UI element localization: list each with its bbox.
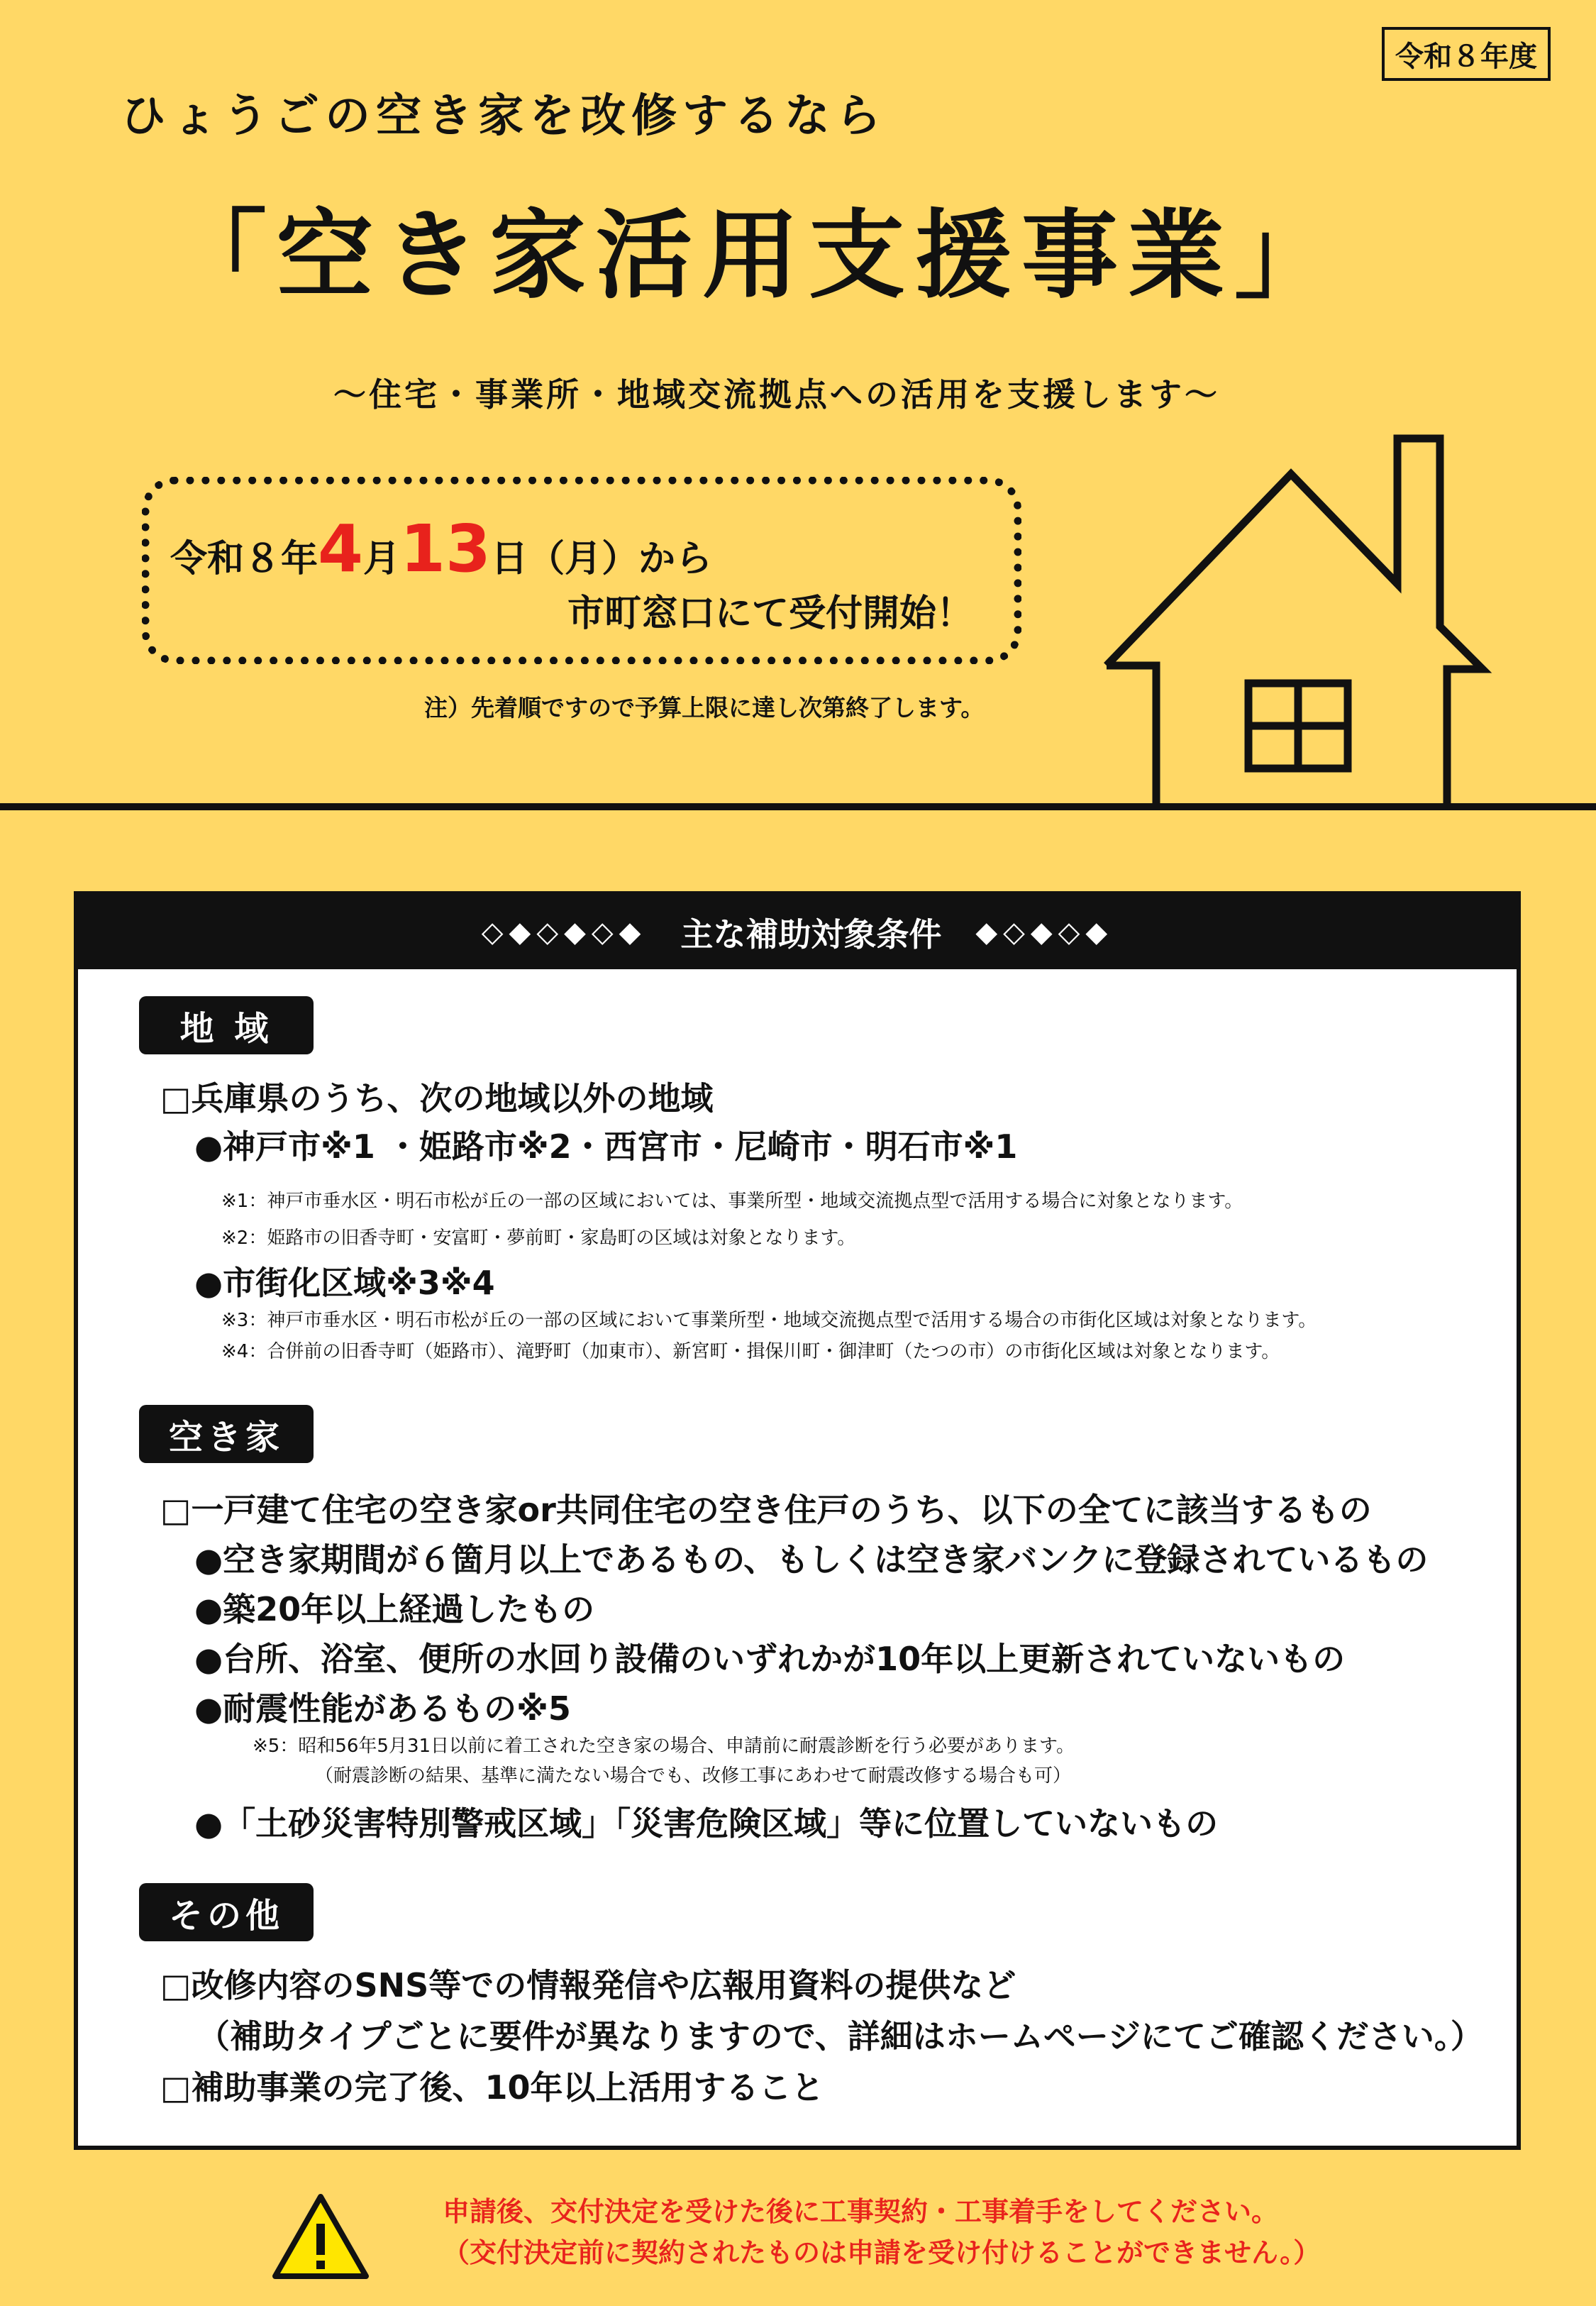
- vacant-condition: ●耐震性能があるもの※5: [194, 1689, 571, 1728]
- house-icon: [1078, 424, 1518, 807]
- other-line-3: □補助事業の完了後、10年以上活用すること: [160, 2068, 824, 2107]
- date-month-unit: 月: [363, 538, 401, 580]
- panel-header: [78, 895, 1517, 969]
- vacant-intro: □一戸建て住宅の空き家or共同住宅の空き住戸のうち、以下の全てに該当するもの: [160, 1491, 1372, 1529]
- warning-line-2: （交付決定前に契約されたものは申請を受け付けることができません。）: [443, 2237, 1321, 2268]
- page-title: [170, 177, 1341, 316]
- vacant-note-5: ※5：昭和56年5月31日以前に着工された空き家の場合、申請前に耐震診断を行う必要があります。: [253, 1736, 1075, 1757]
- tagline: ～住宅・事業所・地域交流拠点への活用を支援します～: [333, 375, 1220, 414]
- region-urban: ●市街化区域※3※4: [194, 1264, 495, 1302]
- warning-text: [443, 2191, 1320, 2273]
- panel-title: 主な補助対象条件: [680, 915, 942, 954]
- region-note-2: ※2：姫路市の旧香寺町・安富町・夢前町・家島町の区域は対象となります。: [221, 1228, 856, 1249]
- vacant-condition: ●空き家期間が６箇月以上であるもの、もしくは空き家バンクに登録されているもの: [194, 1540, 1429, 1579]
- date-month: 4: [318, 511, 364, 587]
- date-day: 13: [400, 511, 492, 587]
- diamond-ornament-right: ◆◇◆◇◆: [975, 916, 1114, 949]
- vacant-condition: ●築20年以上経過したもの: [194, 1590, 595, 1628]
- budget-note: 注）先着順ですので予算上限に達し次第終了します。: [424, 694, 985, 722]
- region-cities: ●神戸市※1 ・姫路市※2・西宮市・尼崎市・明石市※1: [194, 1127, 1018, 1166]
- vacant-condition-hazard: ●「土砂災害特別警戒区域」「災害危険区域」等に位置していないもの: [194, 1804, 1219, 1843]
- title-text: 空き家活用支援事業: [277, 200, 1234, 312]
- year-badge: 令和８年度: [1382, 27, 1551, 81]
- warning-line-1: 申請後、交付決定を受けた後に工事契約・工事着手をしてください。: [443, 2196, 1279, 2227]
- vacant-condition: ●台所、浴室、便所の水回り設備のいずれかが10年以上更新されていないもの: [194, 1640, 1346, 1678]
- other-line-2: （補助タイプごとに要件が異なりますので、詳細はホームページにてご確認ください。）: [197, 2017, 1483, 2056]
- region-note-4: ※4：合併前の旧香寺町（姫路市）、滝野町（加東市）、新宮町・揖保川町・御津町（たつの市）の市街化区域は対象となります。: [221, 1341, 1280, 1362]
- title-close-bracket: 」: [1234, 200, 1341, 312]
- region-intro: □兵庫県のうち、次の地域以外の地域: [160, 1079, 714, 1118]
- diamond-ornament-left: ◇◆◇◆◇◆: [481, 916, 647, 949]
- vacant-note-5b: （耐震診断の結果、基準に満たない場合でも、改修工事にあわせて耐震改修する場合も可）: [315, 1765, 1072, 1787]
- other-tag: その他: [139, 1883, 314, 1941]
- vacant-house-tag: 空き家: [139, 1405, 314, 1463]
- start-location: 市町窓口にて受付開始！: [567, 592, 974, 635]
- region-note-3: ※3：神戸市垂水区・明石市松が丘の一部の区域において事業所型・地域交流拠点型で活用する場合の市街化区域は対象となります。: [221, 1310, 1317, 1331]
- date-prefix: 令和８年: [170, 538, 318, 580]
- date-day-suffix: 日（月）から: [491, 538, 713, 580]
- start-date: [170, 511, 712, 587]
- region-tag: 地 域: [139, 996, 314, 1054]
- title-open-bracket: 「: [170, 200, 277, 312]
- other-line-1: □改修内容のSNS等での情報発信や広報用資料の提供など: [160, 1966, 1016, 2004]
- region-note-1: ※1：神戸市垂水区・明石市松が丘の一部の区域においては、事業所型・地域交流拠点型で活用する場合に対象となります。: [221, 1191, 1243, 1212]
- divider-line: [0, 803, 1596, 810]
- subtitle: ひょうごの空き家を改修するなら: [121, 90, 887, 143]
- warning-icon: [271, 2192, 370, 2280]
